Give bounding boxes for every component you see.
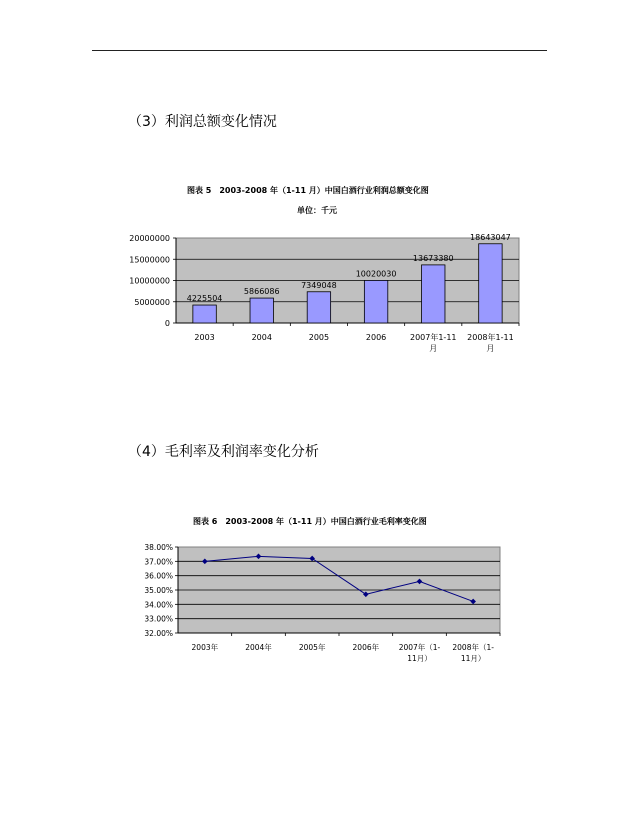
bar-value-label: 5866086 bbox=[243, 287, 280, 297]
line-x-tick-label: 2008年（1- bbox=[452, 643, 494, 652]
line-x-tick-label: 11月） bbox=[407, 654, 432, 663]
chart5-unit: 单位：千元 bbox=[297, 206, 337, 215]
line-x-tick-label: 2003年 bbox=[191, 643, 219, 652]
line-y-tick-label: 36.00% bbox=[144, 571, 173, 581]
bar-x-tick-label: 2003 bbox=[194, 333, 215, 342]
line-y-tick-label: 38.00% bbox=[144, 543, 173, 552]
line-x-tick-label: 2006年 bbox=[352, 643, 380, 652]
line-y-tick-label: 35.00% bbox=[144, 586, 173, 595]
bar-x-tick-label: 月 bbox=[429, 344, 438, 353]
bar-value-label: 13673380 bbox=[412, 253, 454, 263]
line-y-tick-label: 32.00% bbox=[144, 629, 173, 638]
bar-x-tick-label: 2006 bbox=[365, 333, 387, 342]
bar-value-label: 18643047 bbox=[470, 232, 511, 242]
line-x-tick-label: 11月） bbox=[460, 654, 486, 663]
line-x-tick-label: 2005年 bbox=[298, 643, 326, 652]
line-y-tick-label: 33.00% bbox=[144, 614, 173, 624]
bar-x-tick-label: 2007年1-11 bbox=[409, 333, 457, 342]
bar-x-tick-label: 2008年1-11 bbox=[467, 333, 514, 342]
bar-value-label: 10020030 bbox=[355, 269, 397, 279]
bar-x-tick-label: 2005 bbox=[308, 333, 330, 342]
bar-y-tick-label: 0 bbox=[164, 319, 170, 328]
bar-x-tick-label: 2004 bbox=[251, 333, 272, 342]
bar-y-tick-label: 20000000 bbox=[129, 234, 170, 243]
line-y-tick-label: 34.00% bbox=[144, 600, 173, 610]
section-heading-profit: （3）利润总额变化情况 bbox=[128, 114, 277, 130]
section-heading-margin: （4）毛利率及利润率变化分析 bbox=[128, 444, 319, 460]
line-x-tick-label: 2004年 bbox=[245, 643, 272, 652]
bar-y-tick-label: 15000000 bbox=[129, 255, 170, 265]
bar-value-label: 4225504 bbox=[186, 294, 223, 304]
bar-value-label: 7349048 bbox=[301, 280, 337, 290]
chart5-title: 图表 5 2003-2008 年（1-11 月）中国白酒行业利润总额变化图 bbox=[187, 186, 429, 195]
bar-y-tick-label: 5000000 bbox=[134, 297, 170, 307]
chart6-title: 图表 6 2003-2008 年（1-11 月）中国白酒行业毛利率变化图 bbox=[193, 517, 427, 526]
line-y-tick-label: 37.00% bbox=[144, 557, 173, 567]
bar-y-tick-label: 10000000 bbox=[129, 276, 170, 286]
line-x-tick-label: 2007年（1- bbox=[398, 643, 441, 652]
bar-x-tick-label: 月 bbox=[486, 344, 495, 353]
